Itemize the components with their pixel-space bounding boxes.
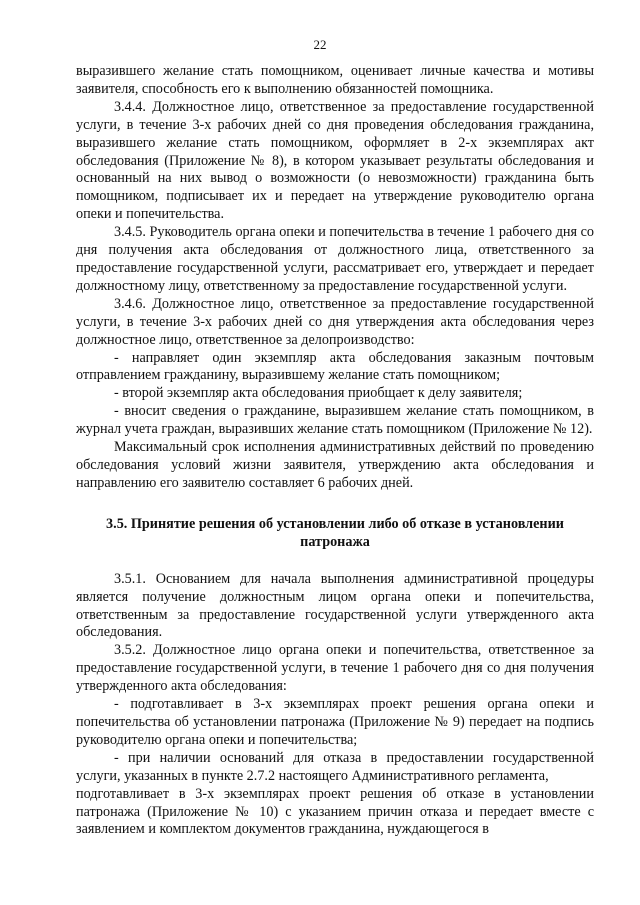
page-number: 22 (313, 37, 327, 52)
paragraph: Максимальный срок исполнения административных действий по проведению обследования условий жизни заявителя, утверждению акта обследования и направлению его заявителю составляет 6 рабочих дней. (76, 439, 594, 491)
list-item: - вносит сведения о гражданине, выразившем желание стать помощником, в журнал учета граждан, выразивших желание стать помощником (Приложение № 12). (76, 403, 594, 438)
list-item: - направляет один экземпляр акта обследования заказным почтовым отправлением гражданину, выразившему желание стать помощником; (76, 349, 594, 384)
list-item: - подготавливает в 3-х экземплярах проект решения органа опеки и попечительства об установлении патронажа (Приложение № 9) передает на подпись руководителю органа опеки и попечительства; (76, 696, 594, 748)
paragraph: подготавливает в 3-х экземплярах проект решения об отказе в установлении патронажа (Приложение № 10) с указанием причин отказа и передает вместе с заявлением и комплектом документов гражданина, нуждающегося в (76, 785, 594, 838)
paragraph: 3.5.2. Должностное лицо органа опеки и попечительства, ответственное за предоставление государственной услуги, в течение 1 рабочего дня со дня получения утвержденного акта обследования: (76, 642, 594, 695)
document-body (76, 63, 594, 839)
paragraph: 3.4.5. Руководитель органа опеки и попечительства в течение 1 рабочего дня со дня получения акта обследования от должностного лица, ответственного за предоставление государственной услуги, рассматривает его, утверждает и передает должностному лицу, ответственному за предоставление государственной услуги. (76, 224, 594, 294)
paragraph: 3.4.4. Должностное лицо, ответственное за предоставление государственной услуги, в течение 3-х рабочих дней со дня проведения обследования гражданина, выразившего желание стать помощником, оформляет в 2-х экземплярах акт обследования (Приложение № 8), в котором указывает результаты обследования и основанный на них вывод о возможности (о невозможности) гражданина быть помощником, подписывает их и передает на утверждение руководителю органа опеки и попечительства. (76, 98, 594, 223)
paragraph: выразившего желание стать помощником, оценивает личные качества и мотивы заявителя, способность его к выполнению обязанностей помощника. (76, 63, 594, 97)
paragraph: 3.4.6. Должностное лицо, ответственное за предоставление государственной услуги, в течение 3-х рабочих дней со дня утверждения акта обследования через должностное лицо, ответственное за делопроизводство: (76, 295, 594, 348)
section-heading: 3.5. Принятие решения об установлении либо об отказе в установлении патронажа (106, 515, 564, 550)
list-item: - при наличии оснований для отказа в предоставлении государственной услуги, указанных в пункте 2.7.2 настоящего Административного регламента, (76, 749, 594, 784)
list-item: - второй экземпляр акта обследования приобщает к делу заявителя; (114, 385, 523, 402)
paragraph: 3.5.1. Основанием для начала выполнения административной процедуры является получение должностным лицом органа опеки и попечительства, ответственным за предоставление государственной услуги утвержденного акта обследования. (76, 570, 594, 641)
